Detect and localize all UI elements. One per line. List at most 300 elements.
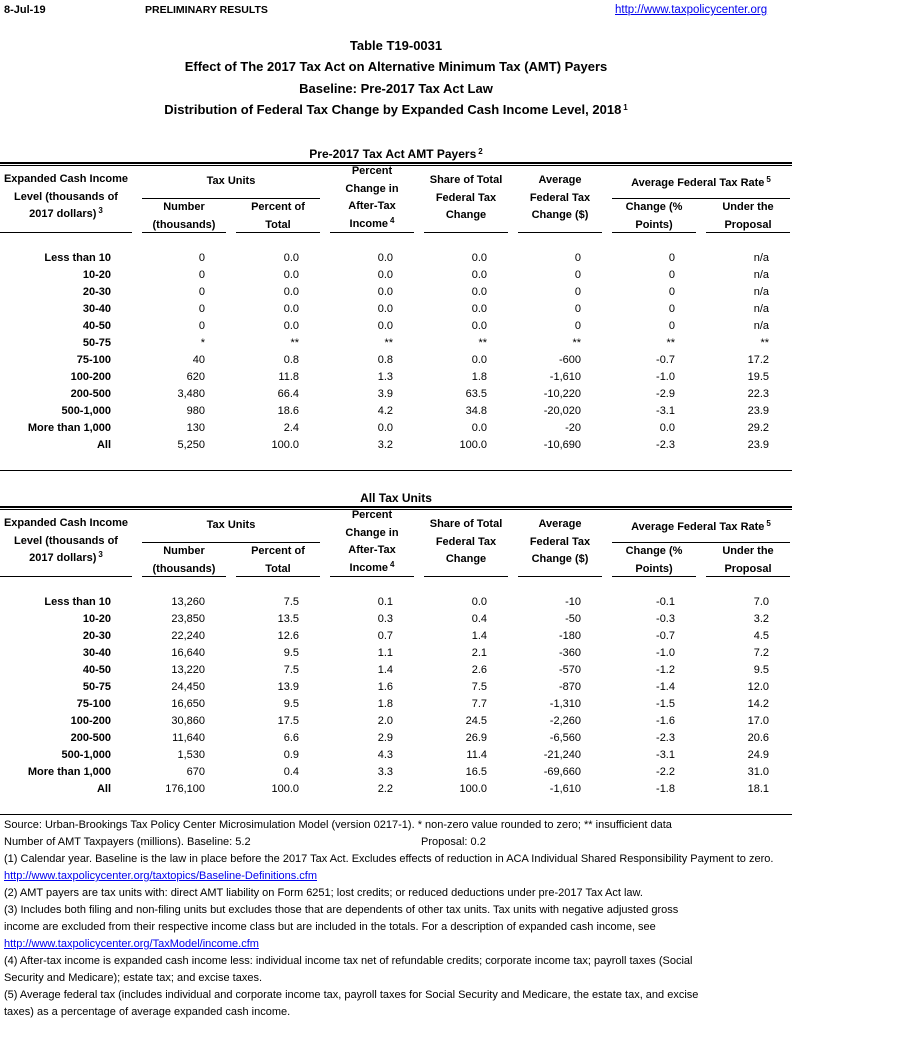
header-rule xyxy=(518,232,602,233)
cell-pct-change-after-tax: 0.0 xyxy=(377,422,393,434)
header-line: Proposal xyxy=(724,562,772,575)
cell-pct-change-after-tax: 0.0 xyxy=(377,286,393,298)
baseline-definitions-link[interactable]: http://www.taxpolicycenter.org/taxtopics/Baseline-Definitions.cfm xyxy=(4,870,318,882)
header-text: Income xyxy=(349,561,389,574)
header-line: Level (thousands of xyxy=(14,534,118,547)
header-line: Percent xyxy=(351,165,393,177)
header-avg-tax-change xyxy=(513,516,607,569)
header-line: Federal Tax xyxy=(435,191,497,204)
cell-percent-of-total: 13.5 xyxy=(277,613,299,625)
cell-income-level: 500-1,000 xyxy=(61,749,111,761)
header-text: Income xyxy=(349,217,389,230)
header-line: Expanded Cash Income xyxy=(3,173,129,185)
cell-share-of-total: 11.4 xyxy=(466,749,487,761)
cell-share-of-total: 0.0 xyxy=(471,269,487,281)
header-rate-change xyxy=(607,199,701,234)
cell-pct-change-after-tax: 1.4 xyxy=(377,664,393,676)
cell-number: 1,530 xyxy=(177,749,205,761)
cell-share-of-total: 1.4 xyxy=(471,630,487,642)
header-line: (thousands) xyxy=(152,562,216,575)
cell-income-level: 50-75 xyxy=(82,681,111,693)
cell-number: 0 xyxy=(198,286,205,298)
cell-under-proposal: 17.0 xyxy=(747,715,769,727)
cell-rate-change: 0 xyxy=(668,252,675,264)
cell-number: 11,640 xyxy=(172,732,205,744)
header-line: Percent of xyxy=(251,545,305,557)
header-line: Federal Tax xyxy=(529,535,591,548)
amt-count-baseline: Number of AMT Taxpayers (millions). Baseline: 5.2 xyxy=(4,836,251,848)
all-tax-units-section xyxy=(0,489,795,819)
cell-share-of-total: 1.8 xyxy=(471,371,487,383)
cell-percent-of-total: 9.5 xyxy=(283,647,299,659)
table-row-total xyxy=(0,781,795,798)
cell-income-level: 200-500 xyxy=(70,732,111,744)
header-income-level xyxy=(0,515,132,568)
footnote-5: (5) Average federal tax (includes individual and corporate income tax, payroll taxes for Social Security and Medicare, the estate tax, and excise xyxy=(4,989,699,1001)
cell-avg-tax-change: ** xyxy=(572,337,581,349)
cell-avg-tax-change: -870 xyxy=(558,681,581,693)
cell-pct-change-after-tax: 0.0 xyxy=(377,320,393,332)
table-subtitle xyxy=(0,99,792,120)
header-text: Average Federal Tax Rate xyxy=(631,521,765,533)
cell-number: 176,100 xyxy=(165,783,205,795)
header-rule xyxy=(330,232,414,233)
cell-rate-change: ** xyxy=(666,337,675,349)
header-under-proposal xyxy=(701,543,795,578)
header-line: After-Tax xyxy=(348,544,396,556)
footnote-ref: 4 xyxy=(390,215,395,225)
report-status: PRELIMINARY RESULTS xyxy=(145,4,268,16)
cell-share-of-total: 0.0 xyxy=(471,354,487,366)
header-line: Change xyxy=(445,209,487,221)
cell-number: 24,450 xyxy=(171,681,205,693)
cell-number: 3,480 xyxy=(177,388,205,400)
cell-rate-change: -0.3 xyxy=(656,613,675,625)
cell-income-level: Less than 10 xyxy=(44,596,111,608)
cell-under-proposal: 29.2 xyxy=(747,422,769,434)
footnote-1: (1) Calendar year. Baseline is the law in place before the 2017 Tax Act. Excludes effects of reduction in ACA Individual Shared Responsibility Payment to zero. xyxy=(4,853,774,865)
cell-rate-change: 0 xyxy=(668,269,675,281)
cell-rate-change: -1.4 xyxy=(656,681,675,693)
amt-payers-section xyxy=(0,145,795,475)
cell-avg-tax-change: -1,310 xyxy=(549,698,581,710)
cell-avg-tax-change: -180 xyxy=(558,630,581,642)
cell-under-proposal: n/a xyxy=(753,320,769,332)
header-tax-units: Tax Units xyxy=(206,519,256,531)
cell-percent-of-total: 7.5 xyxy=(283,596,299,608)
cell-pct-change-after-tax: 2.0 xyxy=(377,715,393,727)
cell-pct-change-after-tax: 2.2 xyxy=(377,783,393,795)
header-text: 2017 dollars) xyxy=(29,208,97,220)
cell-number: 0 xyxy=(198,252,205,264)
cell-avg-tax-change: -69,660 xyxy=(543,766,581,778)
section-caption xyxy=(0,145,792,163)
footnote-4: (4) After-tax income is expanded cash income less: individual income tax net of refundable credits; corporate income tax; payroll taxes (Social xyxy=(4,955,693,967)
cell-percent-of-total: 100.0 xyxy=(271,439,299,451)
cell-share-of-total: 0.0 xyxy=(471,303,487,315)
caption-text: Pre-2017 Tax Act AMT Payers xyxy=(309,147,477,161)
cell-pct-change-after-tax: 1.3 xyxy=(377,371,393,383)
cell-percent-of-total: 7.5 xyxy=(283,664,299,676)
header-line: Change xyxy=(445,553,487,565)
cell-under-proposal: 17.2 xyxy=(747,354,769,366)
cell-avg-tax-change: -360 xyxy=(558,647,581,659)
cell-percent-of-total: 2.4 xyxy=(283,422,299,434)
cell-pct-change-after-tax: 0.0 xyxy=(377,303,393,315)
header-line: Share of Total xyxy=(429,174,503,186)
table-row-total xyxy=(0,437,795,454)
header-line xyxy=(0,550,132,568)
header-rule xyxy=(424,576,508,577)
cell-share-of-total: 34.8 xyxy=(465,405,487,417)
cell-rate-change: 0 xyxy=(668,303,675,315)
cell-rate-change: -2.2 xyxy=(656,766,675,778)
cell-income-level: More than 1,000 xyxy=(27,766,111,778)
header-line: Federal Tax xyxy=(529,191,591,204)
table-row xyxy=(0,594,795,611)
cell-percent-of-total: 12.6 xyxy=(277,630,299,642)
cell-avg-tax-change: -10,220 xyxy=(543,388,581,400)
cell-pct-change-after-tax: 4.2 xyxy=(377,405,393,417)
cell-pct-change-after-tax: 4.3 xyxy=(377,749,393,761)
cell-rate-change: -3.1 xyxy=(656,405,675,417)
cell-share-of-total: 7.5 xyxy=(471,681,487,693)
footnote-ref: 1 xyxy=(623,102,628,112)
cell-percent-of-total: 0.0 xyxy=(283,269,299,281)
table-row xyxy=(0,284,795,301)
footnote-ref: 5 xyxy=(766,519,771,528)
cell-avg-tax-change: -1,610 xyxy=(549,371,581,383)
footnotes xyxy=(4,817,900,1021)
cell-avg-tax-change: -570 xyxy=(558,664,581,676)
cell-avg-tax-change: -1,610 xyxy=(549,783,581,795)
cell-income-level: 20-30 xyxy=(82,630,111,642)
header-line: Total xyxy=(265,218,291,231)
cell-pct-change-after-tax: 1.1 xyxy=(377,647,393,659)
cell-under-proposal: 22.3 xyxy=(747,388,769,400)
cell-income-level: 10-20 xyxy=(82,269,111,281)
cell-under-proposal: 20.6 xyxy=(747,732,769,744)
header-share-of-total xyxy=(419,516,513,569)
cell-avg-tax-change: 0 xyxy=(574,252,581,264)
table-row xyxy=(0,713,795,730)
header-rule xyxy=(0,232,132,233)
cell-rate-change: -2.9 xyxy=(656,388,675,400)
header-line: Number xyxy=(163,545,205,557)
cell-percent-of-total: 0.0 xyxy=(283,286,299,298)
cell-rate-change: -2.3 xyxy=(656,439,675,451)
cell-income-level: 100-200 xyxy=(70,715,111,727)
cell-share-of-total: 26.9 xyxy=(465,732,487,744)
cell-avg-tax-change: 0 xyxy=(574,269,581,281)
cell-rate-change: -1.5 xyxy=(656,698,675,710)
header-rule xyxy=(612,576,696,577)
header-line: Number xyxy=(163,201,205,213)
header-line: Proposal xyxy=(724,218,772,231)
cell-percent-of-total: 0.0 xyxy=(283,303,299,315)
cell-under-proposal: 12.0 xyxy=(747,681,769,693)
table-baseline: Baseline: Pre-2017 Tax Act Law xyxy=(299,80,493,96)
cell-percent-of-total: 11.8 xyxy=(278,371,299,383)
cell-income-level: 40-50 xyxy=(82,320,111,332)
cell-avg-tax-change: -50 xyxy=(565,613,581,625)
table-row xyxy=(0,352,795,369)
cell-percent-of-total: 0.9 xyxy=(283,749,299,761)
cell-share-of-total: ** xyxy=(478,337,487,349)
header-line: Change ($) xyxy=(531,553,589,565)
table-row xyxy=(0,662,795,679)
cell-under-proposal: 14.2 xyxy=(747,698,769,710)
cell-under-proposal: 7.2 xyxy=(753,647,769,659)
cell-pct-change-after-tax: 3.2 xyxy=(377,439,393,451)
footnote-3-link-line xyxy=(4,936,900,953)
table-title: Effect of The 2017 Tax Act on Alternative Minimum Tax (AMT) Payers xyxy=(184,59,608,75)
cell-rate-change: -1.6 xyxy=(656,715,675,727)
table-row xyxy=(0,679,795,696)
cell-income-level: More than 1,000 xyxy=(27,422,111,434)
cell-rate-change: 0 xyxy=(668,286,675,298)
table-row xyxy=(0,403,795,420)
cell-under-proposal: 3.2 xyxy=(753,613,769,625)
cell-income-level: 10-20 xyxy=(82,613,111,625)
header-text: Average Federal Tax Rate xyxy=(631,177,765,189)
cell-under-proposal: n/a xyxy=(753,303,769,315)
header-line: Change (% xyxy=(625,545,683,557)
header-number xyxy=(137,199,231,234)
cell-income-level: 20-30 xyxy=(82,286,111,298)
cell-number: 670 xyxy=(186,766,205,778)
cell-rate-change: -0.7 xyxy=(656,354,675,366)
header-rule xyxy=(612,232,696,233)
cell-avg-tax-change: -600 xyxy=(558,354,581,366)
amt-count-proposal: Proposal: 0.2 xyxy=(421,836,486,848)
cell-share-of-total: 0.4 xyxy=(471,613,487,625)
cell-under-proposal: 9.5 xyxy=(753,664,769,676)
cell-avg-tax-change: -20 xyxy=(565,422,581,434)
table-row xyxy=(0,386,795,403)
header-line: Percent xyxy=(351,509,393,521)
header-line: Total xyxy=(265,562,291,575)
table-row xyxy=(0,696,795,713)
cell-share-of-total: 16.5 xyxy=(465,766,487,778)
footnote-2: (2) AMT payers are tax units with: direct AMT liability on Form 6251; lost credits; or reduced deductions under pre-2017 Tax Act law. xyxy=(4,887,643,899)
cell-share-of-total: 0.0 xyxy=(471,286,487,298)
footnote-4-cont: Security and Medicare); estate tax; and excise taxes. xyxy=(4,972,263,984)
header-rate-change xyxy=(607,543,701,578)
cell-percent-of-total: 0.4 xyxy=(283,766,299,778)
header-rule xyxy=(330,576,414,577)
table-row xyxy=(0,301,795,318)
cell-under-proposal: 31.0 xyxy=(747,766,769,778)
cell-avg-tax-change: -20,020 xyxy=(543,405,581,417)
cell-pct-change-after-tax: 1.6 xyxy=(377,681,393,693)
cell-number: 13,260 xyxy=(171,596,205,608)
header-line: After-Tax xyxy=(348,200,396,212)
header-line: Change ($) xyxy=(531,209,589,221)
cell-pct-change-after-tax: 0.1 xyxy=(377,596,393,608)
table-row xyxy=(0,730,795,747)
header-avg-tax-rate xyxy=(607,518,795,536)
header-income-level xyxy=(0,171,132,224)
table-row xyxy=(0,420,795,437)
table-row xyxy=(0,764,795,781)
header-text: 2017 dollars) xyxy=(29,552,97,564)
cell-share-of-total: 100.0 xyxy=(459,783,487,795)
cell-number: 22,240 xyxy=(171,630,205,642)
cell-number: 620 xyxy=(186,371,205,383)
tpc-website-link[interactable]: http://www.taxpolicycenter.org xyxy=(615,4,768,16)
table-titles xyxy=(0,35,792,120)
cell-income-level: 75-100 xyxy=(76,698,111,710)
cell-rate-change: -1.0 xyxy=(656,647,675,659)
cell-number: 30,860 xyxy=(171,715,205,727)
footnote-5-cont: taxes) as a percentage of average expanded cash income. xyxy=(4,1006,291,1018)
header-percent-of-total xyxy=(231,543,325,578)
cell-percent-of-total: 18.6 xyxy=(277,405,299,417)
cell-under-proposal: n/a xyxy=(753,252,769,264)
header-avg-tax-change xyxy=(513,172,607,225)
cell-pct-change-after-tax: 0.7 xyxy=(377,630,393,642)
header-number xyxy=(137,543,231,578)
cell-percent-of-total: 0.0 xyxy=(283,320,299,332)
cell-under-proposal: n/a xyxy=(753,286,769,298)
cell-avg-tax-change: -10 xyxy=(565,596,581,608)
header-line: Federal Tax xyxy=(435,535,497,548)
table-row xyxy=(0,335,795,352)
cell-avg-tax-change: -10,690 xyxy=(543,439,581,451)
cell-share-of-total: 2.6 xyxy=(471,664,487,676)
header-line: Expanded Cash Income xyxy=(3,517,129,529)
cell-percent-of-total: 0.0 xyxy=(283,252,299,264)
section-bottom-rule xyxy=(0,470,792,471)
cell-under-proposal: 19.5 xyxy=(747,371,769,383)
header-under-proposal xyxy=(701,199,795,234)
cell-rate-change: -1.8 xyxy=(656,783,675,795)
table-id: Table T19-0031 xyxy=(349,38,443,53)
cell-pct-change-after-tax: 0.0 xyxy=(377,269,393,281)
cell-number: * xyxy=(200,337,205,349)
cell-pct-change-after-tax: 1.8 xyxy=(377,698,393,710)
cell-number: 23,850 xyxy=(171,613,205,625)
header-line xyxy=(0,206,132,224)
cell-pct-change-after-tax: 3.3 xyxy=(377,766,393,778)
cell-number: 0 xyxy=(198,303,205,315)
cell-number: 0 xyxy=(198,320,205,332)
cell-pct-change-after-tax: 0.3 xyxy=(377,613,393,625)
header-share-of-total xyxy=(419,172,513,225)
footnote-3-cont: income are excluded from their respective income class but are included in the totals. For a description of expanded cash income, see xyxy=(4,921,656,933)
cell-number: 0 xyxy=(198,269,205,281)
cell-rate-change: 0.0 xyxy=(659,422,675,434)
cell-share-of-total: 63.5 xyxy=(465,388,487,400)
cell-under-proposal: 23.9 xyxy=(747,405,769,417)
table-row xyxy=(0,611,795,628)
header-rule xyxy=(706,576,790,577)
cell-rate-change: -0.1 xyxy=(656,596,675,608)
section-bottom-rule xyxy=(0,814,792,815)
header-line xyxy=(325,216,419,234)
cell-percent-of-total: 66.4 xyxy=(277,388,299,400)
cell-pct-change-after-tax: 2.9 xyxy=(377,732,393,744)
table-row xyxy=(0,628,795,645)
section-caption xyxy=(0,489,792,507)
header-rule xyxy=(424,232,508,233)
cell-avg-tax-change: -21,240 xyxy=(543,749,581,761)
header-rule xyxy=(706,232,790,233)
cell-share-of-total: 7.7 xyxy=(471,698,487,710)
cell-percent-of-total: 17.5 xyxy=(277,715,299,727)
footnote-ref: 3 xyxy=(98,550,103,559)
header-line: Points) xyxy=(635,562,673,575)
table-row xyxy=(0,645,795,662)
header-line: Average xyxy=(538,518,582,530)
header-rule xyxy=(142,232,226,233)
header-line xyxy=(325,560,419,578)
cell-number: 13,220 xyxy=(171,664,205,676)
header-rule xyxy=(0,576,132,577)
header-line: Percent of xyxy=(251,201,305,213)
cell-under-proposal: 24.9 xyxy=(747,749,769,761)
cell-income-level: 200-500 xyxy=(70,388,111,400)
header-line: (thousands) xyxy=(152,218,216,231)
cell-under-proposal: n/a xyxy=(753,269,769,281)
header-avg-tax-rate xyxy=(607,174,795,192)
cell-number: 40 xyxy=(192,354,205,366)
cell-pct-change-after-tax: 3.9 xyxy=(377,388,393,400)
cell-share-of-total: 100.0 xyxy=(459,439,487,451)
cell-rate-change: 0 xyxy=(668,320,675,332)
table-row xyxy=(0,369,795,386)
cell-income-level: 50-75 xyxy=(82,337,111,349)
header-pct-change-after-tax xyxy=(325,507,419,577)
cell-percent-of-total: 13.9 xyxy=(277,681,299,693)
footnote-ref: 5 xyxy=(766,175,771,184)
cell-rate-change: -3.1 xyxy=(656,749,675,761)
cell-percent-of-total: 100.0 xyxy=(271,783,299,795)
cell-under-proposal: 4.5 xyxy=(753,630,769,642)
header-line: Level (thousands of xyxy=(14,190,118,203)
cell-share-of-total: 0.0 xyxy=(471,596,487,608)
cell-avg-tax-change: -6,560 xyxy=(549,732,581,744)
caption-text: All Tax Units xyxy=(360,491,432,505)
table-row xyxy=(0,747,795,764)
cell-rate-change: -2.3 xyxy=(656,732,675,744)
subtitle-text: Distribution of Federal Tax Change by Expanded Cash Income Level, 2018 xyxy=(164,101,622,117)
header-percent-of-total xyxy=(231,199,325,234)
cell-number: 980 xyxy=(186,405,205,417)
cell-income-level: 100-200 xyxy=(70,371,111,383)
cell-pct-change-after-tax: 0.8 xyxy=(377,354,393,366)
header-rule xyxy=(518,576,602,577)
cell-percent-of-total: 0.8 xyxy=(283,354,299,366)
cell-income-level: All xyxy=(96,783,111,795)
cell-income-level: 30-40 xyxy=(82,647,111,659)
income-definition-link[interactable]: http://www.taxpolicycenter.org/TaxModel/income.cfm xyxy=(4,938,259,950)
cell-number: 16,650 xyxy=(171,698,205,710)
header-pct-change-after-tax xyxy=(325,163,419,233)
cell-under-proposal: 7.0 xyxy=(753,596,769,608)
footnote-ref: 4 xyxy=(390,559,395,569)
cell-percent-of-total: 9.5 xyxy=(283,698,299,710)
header-line: Under the xyxy=(722,201,774,213)
cell-avg-tax-change: -2,260 xyxy=(549,715,581,727)
cell-income-level: All xyxy=(96,439,111,451)
cell-pct-change-after-tax: ** xyxy=(384,337,393,349)
header-tax-units: Tax Units xyxy=(206,175,256,187)
cell-under-proposal: 18.1 xyxy=(747,783,769,795)
cell-share-of-total: 0.0 xyxy=(471,320,487,332)
header-line: Change in xyxy=(345,526,399,539)
